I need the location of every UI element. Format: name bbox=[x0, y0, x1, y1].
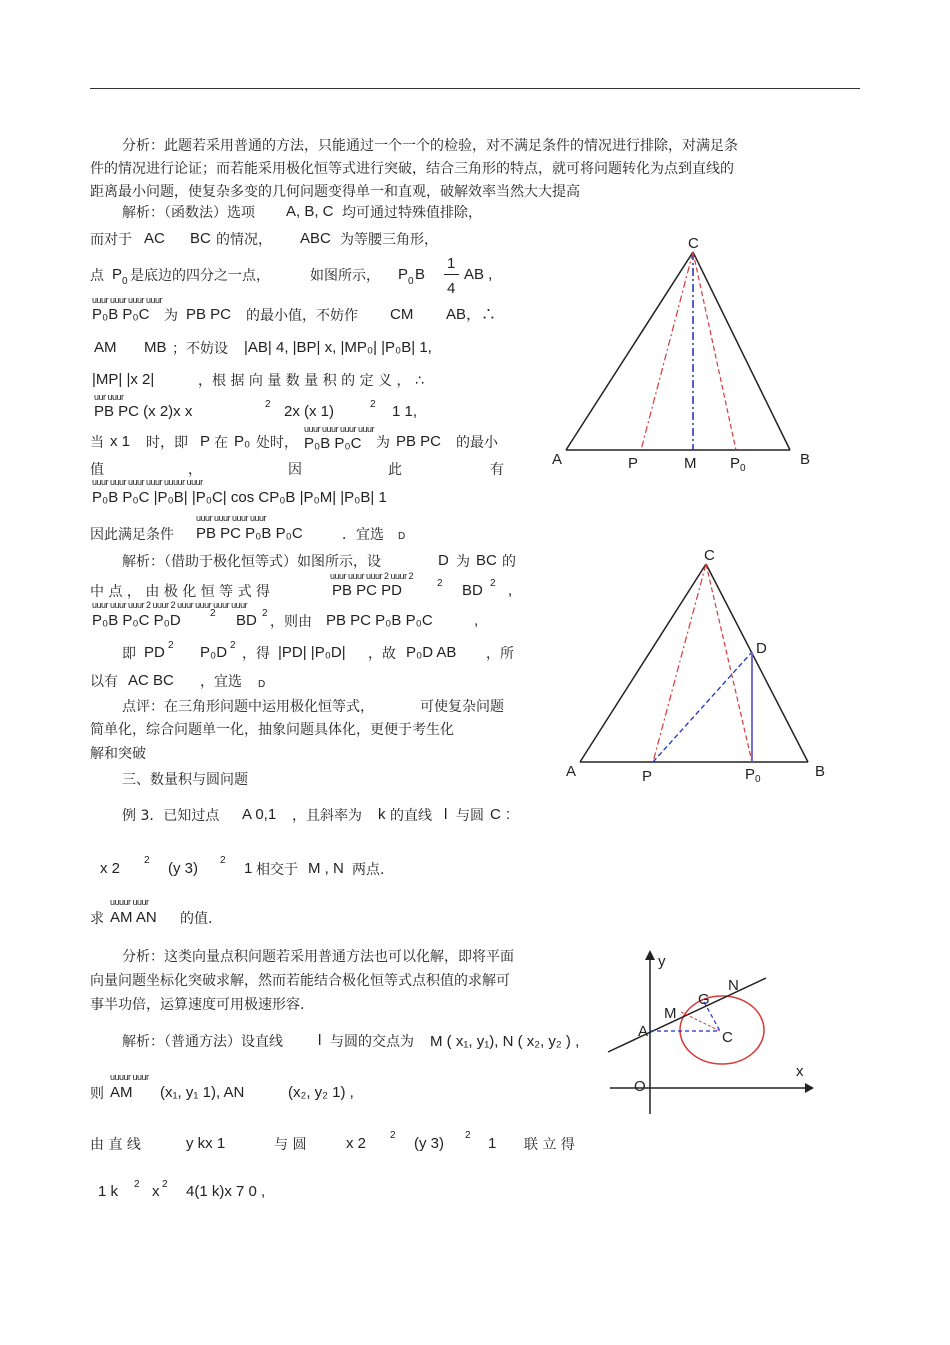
sol1-line-7c: 2x (x 1) bbox=[284, 403, 335, 420]
analysis-line-1: 分析：此题若采用普通的方法，只能通过一个一个的检验，对不满足条件的情况进行排除，对满足条 bbox=[122, 138, 738, 154]
fraction-numerator: 1 bbox=[447, 255, 456, 272]
header-rule bbox=[90, 88, 860, 89]
ex3-line-1b: A 0,1 bbox=[242, 806, 277, 823]
ex3-line-2b: 2 bbox=[144, 855, 150, 866]
ex3-line-2h: 两点. bbox=[352, 862, 385, 878]
sol2-line-2f: , bbox=[508, 582, 513, 599]
fig3-label-o: O bbox=[634, 1078, 646, 1095]
sol1-line-1a: 解析：（函数法）选项 bbox=[122, 205, 255, 221]
vector-marks-line-10: uuur uuur uuur uuur uuuur uuur bbox=[92, 477, 203, 487]
sol1-line-8d: P bbox=[200, 433, 211, 450]
sol2-line-4g: |PD| |P₀D| bbox=[278, 644, 346, 661]
fig2-label-b: B bbox=[815, 763, 826, 780]
sol1-line-9c: 因 bbox=[288, 462, 302, 478]
sol2-line-1b: D bbox=[438, 552, 449, 569]
sol1-line-2d: 的情况， bbox=[216, 232, 272, 248]
ex3-line-3a: 求 bbox=[90, 911, 104, 927]
vector-marks-sol2-line-2: uuur uuur uuur 2 uuur 2 bbox=[330, 571, 414, 581]
fig1-label-a: A bbox=[552, 451, 563, 468]
vector-marks-line-7: uur uuur bbox=[94, 392, 124, 402]
sol2-line-5a: 以有 bbox=[90, 674, 118, 690]
sol2-line-3c: BD bbox=[236, 612, 257, 629]
sol2-line-4j: ，所 bbox=[486, 646, 514, 662]
figure-1-triangle bbox=[548, 232, 818, 477]
sol2-line-4e: 2 bbox=[230, 640, 236, 651]
sol3-line-3c: 与 圆 bbox=[274, 1137, 307, 1153]
sol2-line-1a: 解析：（借助于极化恒等式）如图所示，设 bbox=[122, 554, 381, 570]
sol2-line-4b: PD bbox=[144, 644, 165, 661]
sol2-line-4a: 即 bbox=[122, 646, 136, 662]
sol1-line-8f: P₀ bbox=[234, 433, 251, 450]
sol3-line-3a: 由 直 线 bbox=[90, 1137, 141, 1153]
sol3-line-3g: 2 bbox=[465, 1130, 471, 1141]
fig1-side-ac bbox=[566, 252, 693, 450]
sol2-line-3d: 2 bbox=[262, 608, 268, 619]
section-heading: 三、数量积与圆问题 bbox=[122, 772, 248, 788]
fig2-label-p0-sub: 0 bbox=[755, 774, 761, 785]
sol2-line-4f: ，得 bbox=[242, 646, 270, 662]
fraction-denominator: 4 bbox=[447, 280, 456, 297]
sol2-line-4d: P₀D bbox=[200, 644, 228, 661]
fig2-side-ac bbox=[580, 564, 706, 762]
sol1-line-3g: 0 bbox=[408, 276, 414, 287]
sol2-line-3g: , bbox=[474, 612, 479, 629]
ex3-line-2f: 相交于 bbox=[256, 862, 298, 878]
sol2-line-5c: ，宜选 bbox=[200, 674, 242, 690]
fig1-label-p0-sub: 0 bbox=[740, 463, 746, 474]
ex3-line-2c: (y 3) bbox=[168, 860, 198, 877]
sol1-line-9b: ， bbox=[188, 462, 202, 478]
fig3-label-c: C bbox=[722, 1029, 733, 1046]
comment-line-3: 解和突破 bbox=[90, 746, 146, 762]
sol1-line-7b: 2 bbox=[265, 399, 271, 410]
sol1-line-1b: A, B, C bbox=[286, 203, 334, 220]
ex3-line-2d: 2 bbox=[220, 855, 226, 866]
sol3-line-2d: (x₂, y₂ 1) , bbox=[288, 1084, 354, 1101]
fraction-bar bbox=[444, 274, 459, 275]
sol1-line-8a: 当 bbox=[90, 435, 104, 451]
sol1-line-11c: ．宜选 bbox=[342, 527, 384, 543]
fig3-label-a: A bbox=[638, 1023, 649, 1040]
analysis3-line-3: 事半功倍，运算速度可用极速形容. bbox=[90, 997, 305, 1013]
fig2-segment-cp0 bbox=[706, 564, 752, 762]
fig3-y-arrow bbox=[645, 950, 655, 960]
comment-line-1a: 点评：在三角形问题中运用极化恒等式， bbox=[122, 699, 374, 715]
ex3-line-1f: l bbox=[444, 806, 448, 823]
sol1-line-9e: 有 bbox=[490, 462, 504, 478]
sol1-line-2a: 而对于 bbox=[90, 232, 132, 248]
ex3-line-1d: k bbox=[378, 806, 386, 823]
sol3-line-1a: 解析：（普通方法）设直线 bbox=[122, 1034, 283, 1050]
sol1-line-3c: 0 bbox=[122, 276, 128, 287]
fig3-label-m: M bbox=[664, 1005, 677, 1022]
fig2-label-p: P bbox=[642, 768, 653, 785]
sol2-line-2e: 2 bbox=[490, 578, 496, 589]
sol3-line-3e: 2 bbox=[390, 1130, 396, 1141]
sol1-line-4e: CM bbox=[390, 306, 414, 323]
fig3-label-x: x bbox=[796, 1063, 804, 1080]
sol1-line-3a: 点 bbox=[90, 268, 104, 284]
sol1-line-6b: ，根 据 向 量 数 量 积 的 定 义 ， ∴ bbox=[198, 373, 424, 389]
fig1-label-m: M bbox=[684, 455, 697, 472]
sol1-line-3d: 是底边的四分之一点， bbox=[130, 268, 270, 284]
sol1-line-8g: 处时， bbox=[256, 435, 298, 451]
sol1-line-2e: ABC bbox=[300, 230, 331, 247]
sol1-line-5d: |AB| 4, |BP| x, |MP₀| |P₀B| 1, bbox=[244, 339, 432, 356]
sol1-line-3f: P bbox=[398, 266, 409, 283]
sol1-line-10: P₀B P₀C |P₀B| |P₀C| cos CP₀B |P₀M| |P₀B| 1 bbox=[92, 489, 387, 506]
vector-marks-ex3: uuuur uuur bbox=[110, 897, 149, 907]
comment-line-1b: 可使复杂问题 bbox=[420, 699, 504, 715]
fig1-label-b: B bbox=[800, 451, 811, 468]
ex3-line-3c: 的值. bbox=[180, 911, 213, 927]
ex3-line-2e: 1 bbox=[244, 860, 253, 877]
sol2-line-3e: ，则由 bbox=[270, 614, 312, 630]
ex3-line-1a: 例 3．已知过点 bbox=[122, 808, 220, 824]
sol3-line-3h: 1 bbox=[488, 1135, 497, 1152]
fig1-side-bc bbox=[693, 252, 790, 450]
sol1-line-9d: 此 bbox=[388, 462, 402, 478]
fig2-label-c: C bbox=[704, 547, 715, 564]
sol1-line-7a: PB PC (x 2)x x bbox=[94, 403, 193, 420]
sol3-line-4c: x bbox=[152, 1183, 160, 1200]
sol2-line-4i: P₀D AB bbox=[406, 644, 457, 661]
sol2-line-2d: BD bbox=[462, 582, 483, 599]
sol3-line-4b: 2 bbox=[134, 1179, 140, 1190]
sol1-line-11d: D bbox=[398, 531, 406, 542]
sol3-line-2c: (x₁, y₁ 1), AN bbox=[160, 1084, 245, 1101]
sol1-line-3e: 如图所示， bbox=[310, 268, 380, 284]
fig3-label-n: N bbox=[728, 977, 739, 994]
sol1-line-8e: 在 bbox=[214, 435, 228, 451]
sol3-line-4e: 4(1 k)x 7 0 , bbox=[186, 1183, 266, 1200]
sol3-line-3i: 联 立 得 bbox=[524, 1137, 575, 1153]
fig1-segment-cp0 bbox=[693, 252, 736, 450]
fig1-segment-cp bbox=[641, 252, 693, 450]
sol1-line-3h: B bbox=[415, 266, 426, 283]
sol3-line-2a: 则 bbox=[90, 1086, 104, 1102]
sol1-line-9a: 值 bbox=[90, 462, 104, 478]
fig2-label-d: D bbox=[756, 640, 767, 657]
vector-marks-sol2-line-3: uuur uuur uuur 2 uuur 2 uuur uuur uuur uuur bbox=[92, 600, 248, 610]
sol3-line-1b: l bbox=[318, 1032, 322, 1049]
sol2-line-5b: AC BC bbox=[128, 672, 174, 689]
figure-3-circle bbox=[600, 946, 820, 1126]
sol1-line-8b: x 1 bbox=[110, 433, 131, 450]
sol2-line-2b: PB PC PD bbox=[332, 582, 403, 599]
sol2-line-4h: ，故 bbox=[368, 646, 396, 662]
sol1-line-8i: 为 bbox=[376, 435, 390, 451]
sol1-line-5b: MB bbox=[144, 339, 167, 356]
ex3-line-1i: : bbox=[506, 806, 511, 823]
fig3-label-g: G bbox=[698, 991, 710, 1008]
fig2-label-p0: P bbox=[745, 766, 756, 783]
sol1-line-4f: AB，∴ bbox=[446, 306, 497, 323]
sol3-line-1d: M ( x₁, y₁), N ( x₂, y₂ ) , bbox=[430, 1033, 580, 1050]
sol1-line-8c: 时，即 bbox=[146, 435, 188, 451]
ex3-line-1g: 与圆 bbox=[456, 808, 484, 824]
ex3-line-1e: 的直线 bbox=[390, 808, 432, 824]
fig2-segment-pd bbox=[653, 652, 752, 762]
fig3-label-y: y bbox=[658, 953, 666, 970]
sol1-line-11a: 因此满足条件 bbox=[90, 527, 174, 543]
ex3-line-1h: C bbox=[490, 806, 501, 823]
analysis3-line-2: 向量问题坐标化突破求解，然而若能结合极化恒等式点积值的求解可 bbox=[90, 973, 510, 989]
sol1-line-7d: 2 bbox=[370, 399, 376, 410]
sol1-line-4b: 为 bbox=[164, 308, 178, 324]
analysis-line-3: 距离最小问题，使复杂多变的几何问题变得单一和直观，破解效率当然大大提高 bbox=[90, 184, 580, 200]
analysis-line-2: 件的情况进行论证；而若能采用极化恒等式进行突破，结合三角形的特点，就可将问题转化为点到直线的 bbox=[90, 161, 734, 177]
fig2-side-bc bbox=[706, 564, 808, 762]
sol1-line-1c: 均可通过特殊值排除， bbox=[342, 205, 482, 221]
sol1-line-8j: PB PC bbox=[396, 433, 442, 450]
fig1-label-c: C bbox=[688, 235, 699, 252]
sol3-line-4a: 1 k bbox=[98, 1183, 119, 1200]
figure-2-triangle bbox=[564, 544, 834, 789]
comment-line-2: 简单化，综合问题单一化，抽象问题具体化，更便于考生化 bbox=[90, 722, 454, 738]
sol2-line-3b: 2 bbox=[210, 608, 216, 619]
sol2-line-5d: D bbox=[258, 679, 266, 690]
fig1-label-p0: P bbox=[730, 455, 741, 472]
sol1-line-11b: PB PC P₀B P₀C bbox=[196, 525, 303, 542]
sol1-line-3i: AB , bbox=[464, 266, 493, 283]
sol1-line-4d: 的最小值，不妨作 bbox=[246, 308, 358, 324]
sol2-line-3a: P₀B P₀C P₀D bbox=[92, 612, 181, 629]
vector-marks-sol3: uuuur uuur bbox=[110, 1072, 149, 1082]
sol2-line-1e: 的 bbox=[502, 554, 516, 570]
ex3-line-2a: x 2 bbox=[100, 860, 121, 877]
sol3-line-3b: y kx 1 bbox=[186, 1135, 226, 1152]
sol1-line-2f: 为等腰三角形， bbox=[340, 232, 438, 248]
sol1-line-4a: P₀B P₀C bbox=[92, 306, 150, 323]
sol3-line-3f: (y 3) bbox=[414, 1135, 444, 1152]
fig1-label-p: P bbox=[628, 455, 639, 472]
vector-marks-line-4: uuur uuur uuur uuur bbox=[92, 295, 163, 305]
ex3-line-2g: M , N bbox=[308, 860, 344, 877]
sol1-line-7e: 1 1, bbox=[392, 403, 418, 420]
sol2-line-1d: BC bbox=[476, 552, 497, 569]
sol2-line-3f: PB PC P₀B P₀C bbox=[326, 612, 433, 629]
fig3-x-arrow bbox=[805, 1083, 814, 1093]
sol1-line-6a: |MP| |x 2| bbox=[92, 371, 155, 388]
sol1-line-3b: P bbox=[112, 266, 123, 283]
vector-marks-line-11: uuur uuur uuur uuur bbox=[196, 513, 267, 523]
ex3-line-3b: AM AN bbox=[110, 909, 157, 926]
sol1-line-8h: P₀B P₀C bbox=[304, 435, 362, 452]
fig2-label-a: A bbox=[566, 763, 577, 780]
sol3-line-2b: AM bbox=[110, 1084, 133, 1101]
sol3-line-4d: 2 bbox=[162, 1179, 168, 1190]
ex3-line-1c: ，且斜率为 bbox=[292, 808, 362, 824]
sol2-line-1c: 为 bbox=[456, 554, 470, 570]
vector-marks-line-8: uuur uuur uuur uuur bbox=[304, 424, 375, 434]
fig2-segment-cp bbox=[653, 564, 706, 762]
sol1-line-5c: ；不妨设 bbox=[172, 341, 228, 357]
sol3-line-1c: 与圆的交点为 bbox=[330, 1034, 414, 1050]
sol1-line-4c: PB PC bbox=[186, 306, 232, 323]
sol2-line-4c: 2 bbox=[168, 640, 174, 651]
sol1-line-2c: BC bbox=[190, 230, 211, 247]
sol1-line-8k: 的最小 bbox=[456, 435, 498, 451]
sol2-line-2c: 2 bbox=[437, 578, 443, 589]
sol2-line-2a: 中 点 ， 由 极 化 恒 等 式 得 bbox=[90, 584, 271, 600]
sol1-line-5a: AM bbox=[94, 339, 117, 356]
analysis3-line-1: 分析：这类向量点积问题若采用普通方法也可以化解，即将平面 bbox=[122, 949, 514, 965]
sol1-line-2b: AC bbox=[144, 230, 165, 247]
sol3-line-3d: x 2 bbox=[346, 1135, 367, 1152]
